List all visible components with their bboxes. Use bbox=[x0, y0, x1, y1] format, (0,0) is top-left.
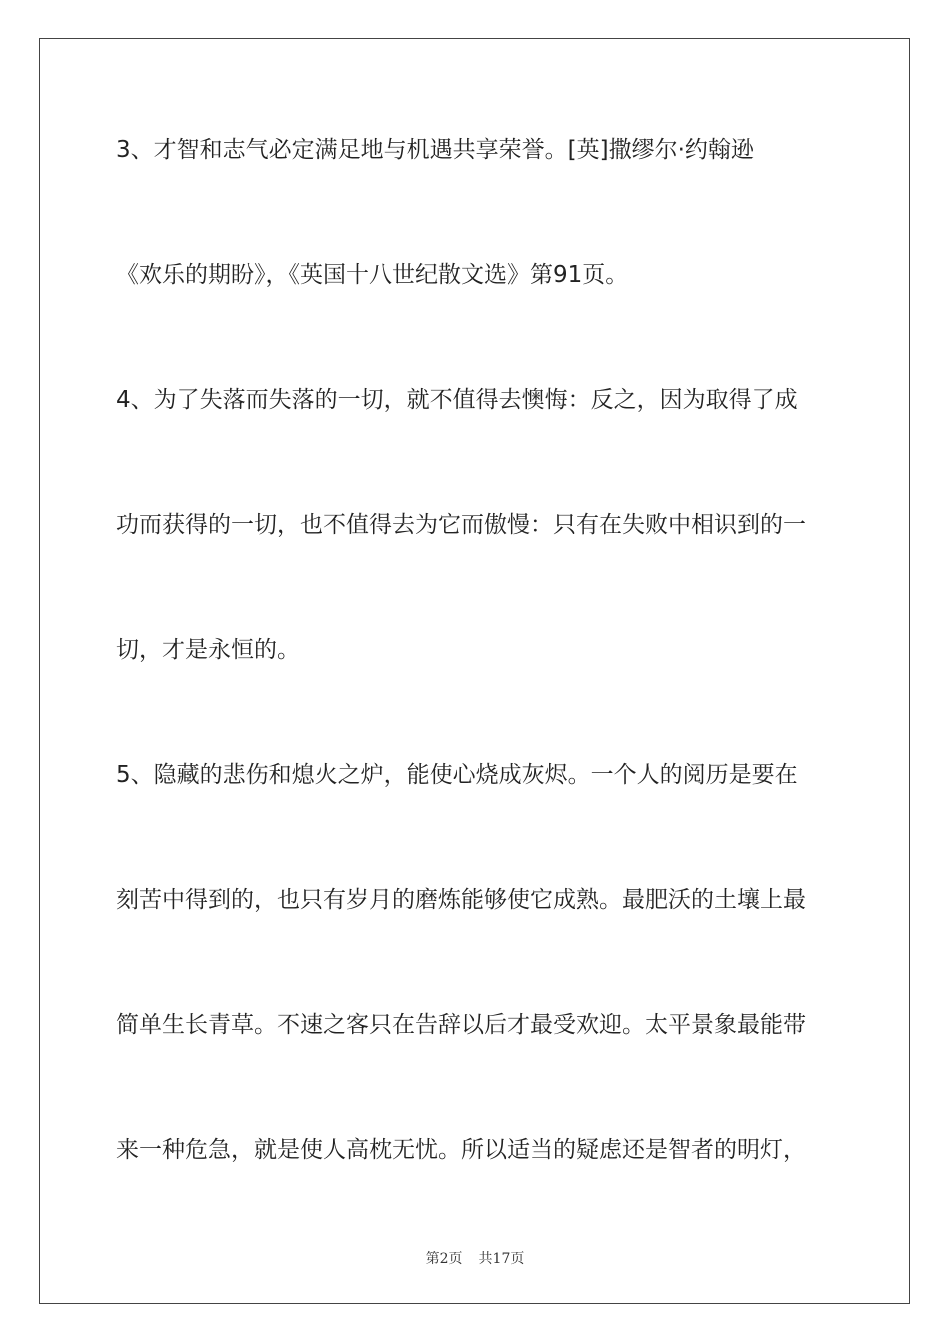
text-line: 切，才是永恒的。 bbox=[116, 637, 300, 663]
page-total: 共17页 bbox=[478, 1251, 525, 1267]
text-line: 4、为了失落而失落的一切，就不值得去懊悔：反之，因为取得了成 bbox=[116, 387, 798, 413]
page-number: 第2页 bbox=[425, 1251, 463, 1267]
text-line: 《欢乐的期盼》，《英国十八世纪散文选》第91页。 bbox=[116, 262, 629, 288]
text-line: 功而获得的一切，也不值得去为它而傲慢：只有在失败中相识到的一 bbox=[116, 512, 806, 538]
text-line: 3、才智和志气必定满足地与机遇共享荣誉。[英]撒缪尔·约翰逊 bbox=[116, 137, 754, 163]
page-footer bbox=[0, 1248, 950, 1268]
text-line: 5、隐藏的悲伤和熄火之炉，能使心烧成灰烬。一个人的阅历是要在 bbox=[116, 762, 798, 788]
text-line: 简单生长青草。不速之客只在告辞以后才最受欢迎。太平景象最能带 bbox=[116, 1012, 806, 1038]
page-frame bbox=[39, 38, 910, 1304]
text-line: 来一种危急，就是使人高枕无忧。所以适当的疑虑还是智者的明灯， bbox=[116, 1137, 806, 1163]
text-line: 刻苦中得到的，也只有岁月的磨炼能够使它成熟。最肥沃的土壤上最 bbox=[116, 887, 806, 913]
